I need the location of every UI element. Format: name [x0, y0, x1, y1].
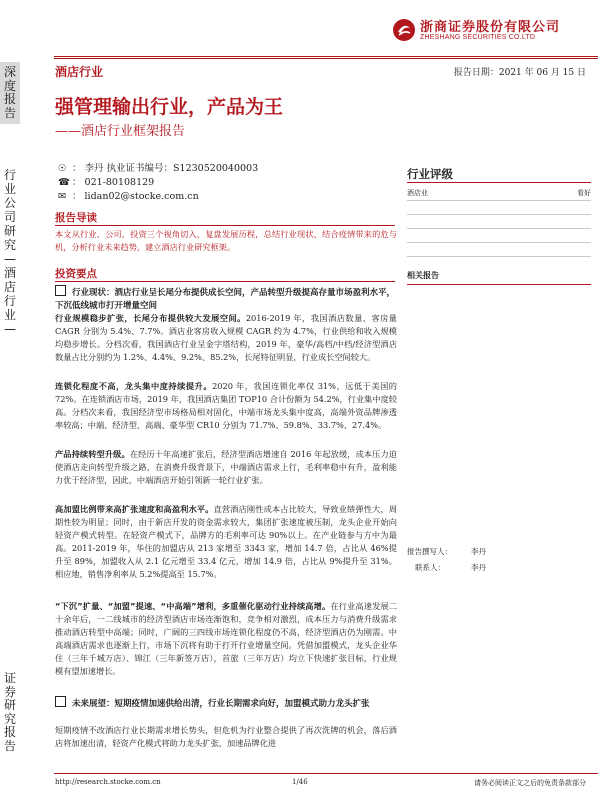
company-logo [392, 14, 592, 48]
footer-url[interactable]: http://research.stocke.com.cn [55, 778, 161, 786]
section-title-guide: 报告导读 [55, 212, 97, 224]
related-reports-title: 相关报告 [407, 271, 439, 280]
analyst-name: ： 李丹 执业证书编号：S1230520040003 [72, 163, 259, 174]
blank-row-line-2 [407, 228, 591, 229]
logo-emblem-icon [392, 18, 416, 42]
paragraph-franchise [55, 503, 397, 582]
checkbox-icon [55, 696, 66, 707]
paragraph-chain-body: 2020 年，我国连锁化率仅 31%，远低于美国的 72%。在连锁酒店市场，2019 年，我国酒店集团 TOP10 合计份额为 54.2%，行业集中度较高。分档次来看，我国经济型市场格局相对固化，中端市场龙头集中度高，高端外资品牌渗透率较高；中端、经济型、高端、豪华型 CR10 分别为 71.7%、59.8%、33.7%、27.4%。 [55, 381, 397, 431]
section-title-points: 投资要点 [55, 268, 97, 280]
paragraph-scale [55, 312, 397, 364]
analyst-phone-row [58, 174, 154, 188]
related-reports-divider [407, 284, 591, 285]
paragraph-franchise-body: 直营酒店刚性成本占比较大，导致业绩弹性大，周期性较为明显；同时，由于新店开发的资金需求较大，集团扩张速度被压制，龙头企业开始向轻资产模式转型。在轻资产模式下，品牌方的毛利率可达 90%以上。在产业链参与方中为最高。2011-2019 年，华住的加盟店从 213 家增至 3343 家，增加 14.7 倍，占比从 46%提升至 89%，加盟收入从 2.1 亿元增至 33.4 亿元，增加 14.9 倍，占比从 9%提升至 31%。相应地，销售净利率从 5.2%提高至 15.7%。 [55, 504, 397, 580]
bullet-heading-status-text: 行业现状：酒店行业呈长尾分布提供成长空间，产品转型升级提高存量市场盈利水平，下沉低线城市打开增量空间 [55, 288, 396, 311]
rating-value: 看好 [577, 189, 591, 197]
header-divider-secondary [54, 58, 598, 59]
paragraph-franchise-lead: 高加盟比例带来高扩张速度和高盈利水平。 [55, 504, 214, 514]
paragraph-chain [55, 380, 397, 432]
paragraph-growth-lead: “下沉”扩量、“加盟”提速、“中高端”增利，多重催化驱动行业持续高增。 [55, 601, 331, 611]
rating-row-line [407, 200, 591, 201]
phone-icon: ☎ [58, 177, 70, 188]
author-label: 报告撰写人： [407, 547, 452, 556]
sidebar-label-securities-report: 证券研究报告 [3, 671, 16, 753]
blank-row-line-3 [407, 242, 591, 243]
rating-sector: 酒店业 [407, 189, 428, 197]
report-date: 报告日期：2021 年 06 月 15 日 [453, 68, 586, 78]
paragraph-scale-lead: 行业规模稳步扩张，长尾分布提供较大发展空间。 [55, 313, 246, 323]
paragraph-outlook: 短期疫情不改酒店行业长期需求增长势头，但危机为行业整合提供了再次洗牌的机会，落后酒店将加速出清，轻资产化模式将助力龙头扩张，加速品牌化进 [55, 725, 397, 749]
author-name: 李丹 [471, 547, 486, 556]
paragraph-chain-lead: 连锁化程度不高，龙头集中度持续提升。 [55, 381, 213, 391]
rating-title: 行业评级 [407, 167, 453, 181]
paragraph-upgrade-body: 在经历十年高速扩张后，经济型酒店增速自 2016 年起放缓，成本压力迫使酒店走向转型升级之路，在消费升级背景下，中端酒店需求上行，毛利率稳中有升，盈利能力优于经济型，因此，中端酒店开始引领新一轮行业扩张。 [55, 449, 397, 486]
section-divider-points [55, 281, 395, 282]
paragraph-scale-body: 2016-2019 年，我国酒店数量、客房量 CAGR 分别为 5.4%、7.7%。酒店业客房收入规模 CAGR 约为 4.7%，行业供给和收入规模均稳步增长。分档次看，我国酒店行业呈金字塔结构，2019 年，豪华/高档/中档/经济型酒店数量占比分别约为 1.2%、4.4%、9.2%、85.2%，长尾特征明显，行业成长空间较大。 [55, 313, 397, 363]
analyst-phone: ： 021-80108129 [72, 177, 155, 188]
analyst-email-row [58, 188, 199, 202]
paragraph-upgrade [55, 448, 397, 487]
sidebar-label-category: 行业公司研究—酒店行业— [3, 168, 16, 336]
blank-row-line-4 [407, 256, 591, 257]
report-title: 强管理输出行业，产品为王 [55, 96, 284, 118]
author-row [407, 546, 486, 557]
company-name-cn: 浙商证券股份有限公司 [420, 20, 561, 35]
checkbox-icon [55, 285, 66, 296]
bullet-heading-outlook [55, 696, 397, 711]
footer-divider [54, 773, 598, 774]
rating-divider [407, 182, 591, 183]
company-name-en: ZHESHANG SECURITIES CO.LTD [420, 34, 536, 41]
industry-label: 酒店行业 [55, 65, 104, 79]
analyst-email[interactable]: ： lidan02@stocke.com.cn [72, 191, 199, 202]
header-divider [54, 56, 598, 57]
paragraph-growth [55, 600, 397, 679]
analyst-name-row [58, 160, 258, 174]
bullet-heading-outlook-text: 未来展望：短期疫情加速供给出清，行业长期需求向好，加盟模式助力龙头扩张 [72, 699, 370, 709]
blank-row-line-1 [407, 214, 591, 215]
guide-text: 本文从行业、公司、投资三个视角切入，复盘发展历程，总结行业现状，结合疫情带来的危与机，分析行业未来趋势，建立酒店行业研究框架。 [55, 229, 397, 253]
email-icon: ✉ [58, 191, 66, 202]
footer-disclaimer: 请务必阅读正文之后的免责条款部分 [474, 779, 586, 787]
sidebar-label-report-type: 深度报告 [3, 65, 16, 120]
section-divider-guide [55, 225, 395, 226]
analyst-icon: ☉ [58, 163, 67, 174]
bullet-heading-status [55, 285, 397, 312]
report-subtitle: ——酒店行业框架报告 [55, 124, 186, 139]
contact-label: 联系人： [415, 563, 445, 572]
paragraph-upgrade-lead: 产品持续转型升级。 [55, 449, 130, 459]
rating-row [407, 188, 591, 198]
footer-page-number: 1/46 [292, 778, 308, 786]
contact-row [407, 562, 486, 573]
paragraph-growth-body: 在行业高速发展二十余年后，一二线城市的经济型酒店市场连渐饱和，竞争相对激烈，成本压力与消费升级需求推动酒店转型中高端；同时，广阔的三四线市场连锁化程度仍不高，经济型酒店仍为刚需。中高端酒店需求也逐渐上行，市场下沉将有助于打开行业增量空间。凭借加盟模式，龙头企业华住（三年千城万店）、锦江（三年新签万店），首旅（三年万店）均立下快速扩张目标，行业规模有望加速增长。 [55, 601, 397, 677]
contact-name: 李丹 [471, 563, 486, 572]
